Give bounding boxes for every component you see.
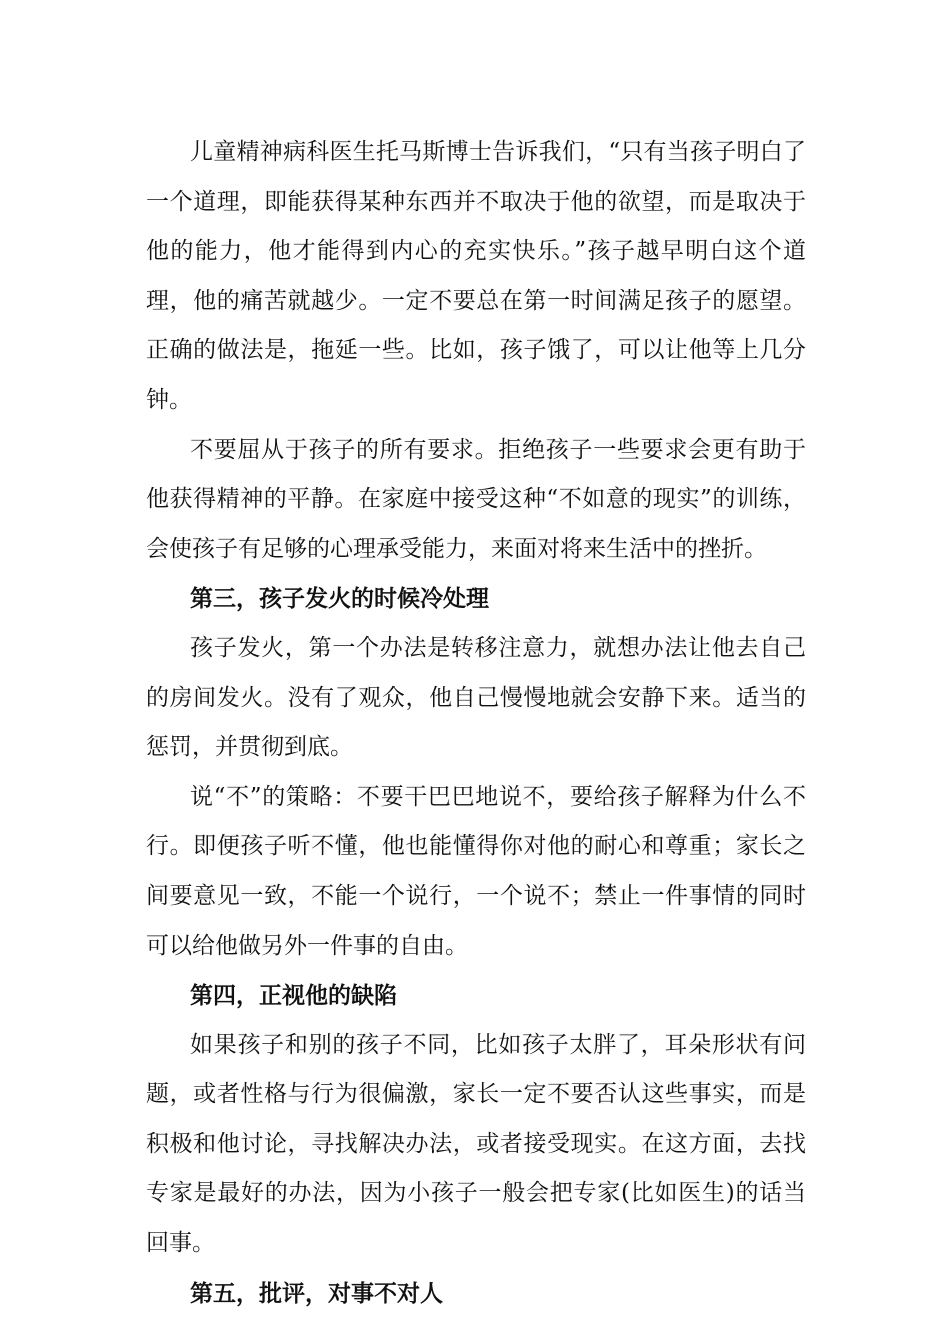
document-body	[146, 128, 806, 1318]
paragraph-face-defects: 如果孩子和别的孩子不同，比如孩子太胖了，耳朵形状有问题，或者性格与行为很偏激，家长一定不要否认这些事实，而是积极和他讨论，寻找解决办法，或者接受现实。在这方面，去找专家是最好的办法，因为小孩子一般会把专家(比如医生)的话当回事。	[146, 1031, 806, 1257]
section-heading-fifth: 第五，批评，对事不对人	[190, 1279, 443, 1307]
paragraph-tantrum-handling: 孩子发火，第一个办法是转移注意力，就想办法让他去自己的房间发火。没有了观众，他自己慢慢地就会安静下来。适当的惩罚，并贯彻到底。	[146, 634, 806, 761]
paragraph-dr-thomas-quote: 儿童精神病科医生托马斯博士告诉我们，“只有当孩子明白了一个道理，即能获得某种东西并不取决于他的欲望，而是取决于他的能力，他才能得到内心的充实快乐。”孩子越早明白这个道理，他的痛苦就越少。一定不要总在第一时间满足孩子的愿望。正确的做法是，拖延一些。比如，孩子饿了，可以让他等上几分钟。	[146, 139, 806, 413]
section-heading-fourth: 第四，正视他的缺陷	[190, 982, 397, 1010]
paragraph-saying-no-strategy: 说“不”的策略：不要干巴巴地说不，要给孩子解释为什么不行。即便孩子听不懂，他也能懂得你对他的耐心和尊重；家长之间要意见一致，不能一个说行，一个说不；禁止一件事情的同时可以给他做另外一件事的自由。	[146, 783, 806, 959]
section-heading-third: 第三，孩子发火的时候冷处理	[190, 585, 489, 613]
paragraph-refuse-requests: 不要屈从于孩子的所有要求。拒绝孩子一些要求会更有助于他获得精神的平静。在家庭中接受这种“不如意的现实”的训练，会使孩子有足够的心理承受能力，来面对将来生活中的挫折。	[146, 436, 806, 562]
